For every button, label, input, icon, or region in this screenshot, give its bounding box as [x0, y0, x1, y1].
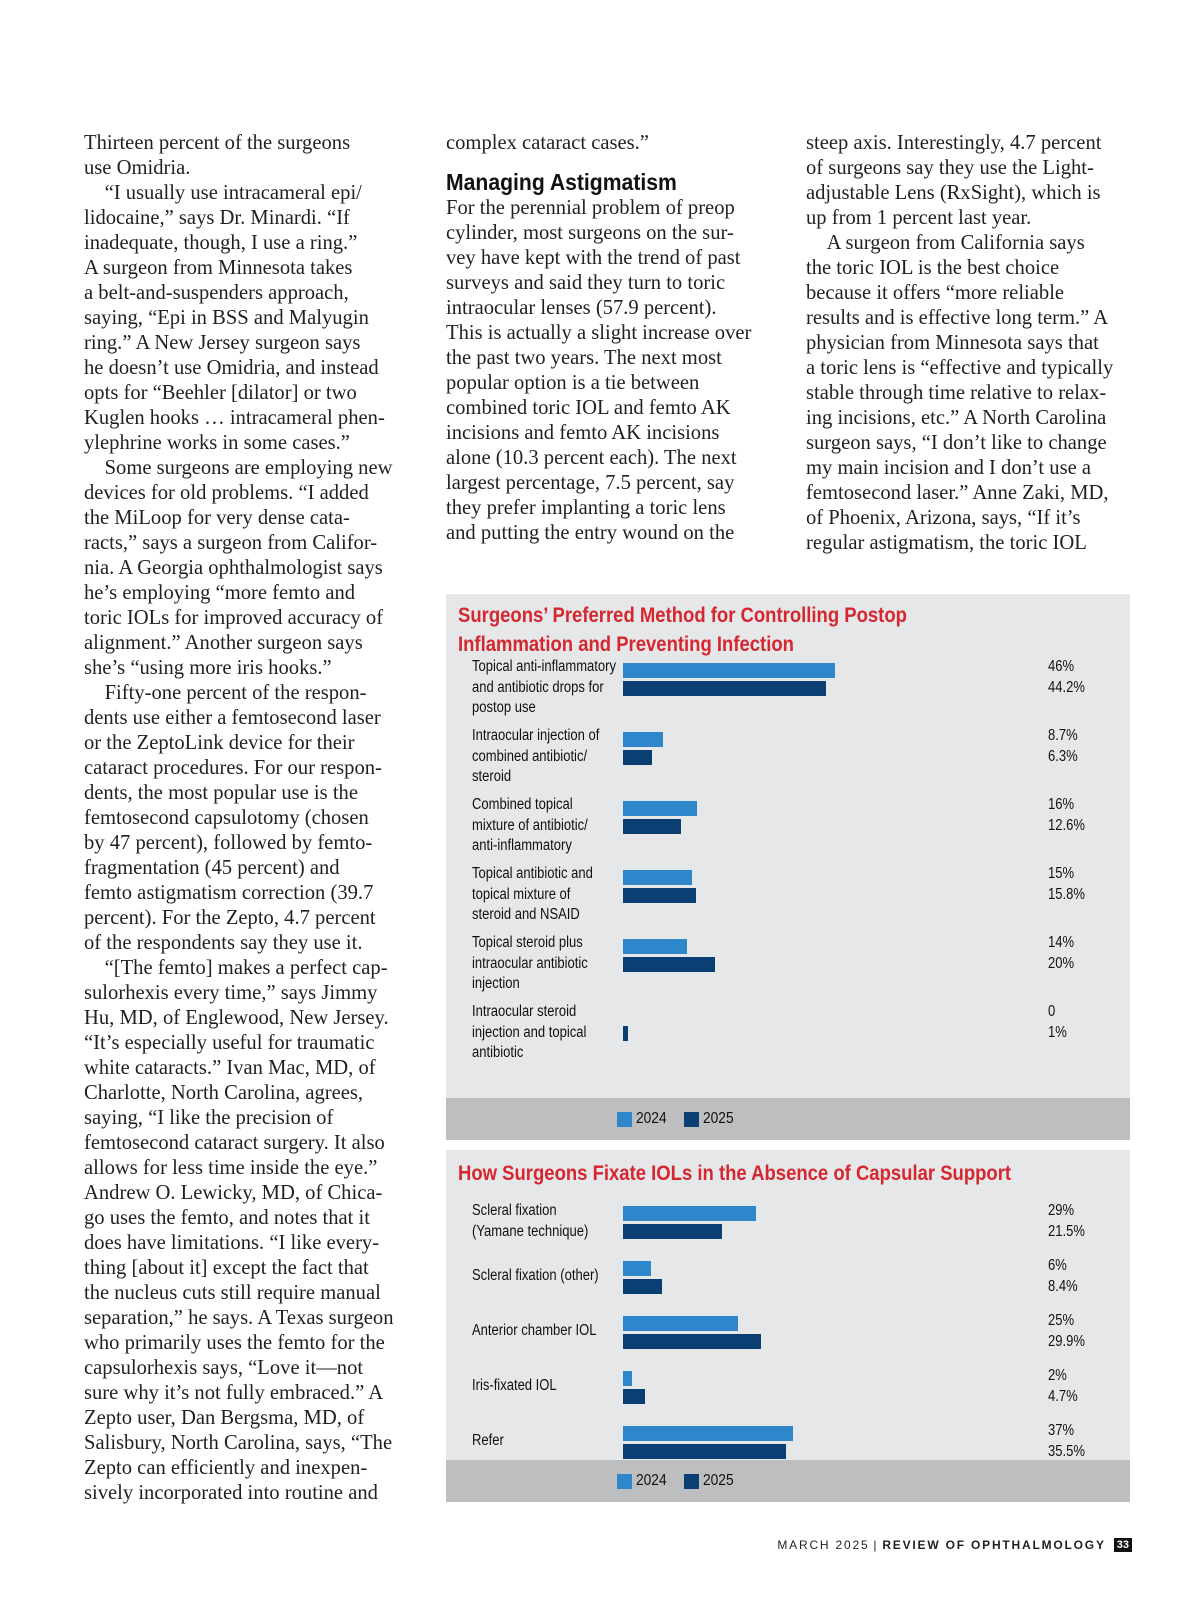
column-2-continuation: complex cataract cases.” [446, 132, 649, 154]
category-label: anti-inflammatory [472, 837, 572, 854]
category-label: mixture of antibiotic/ [472, 816, 588, 834]
value-label-2024: 16% [1048, 796, 1075, 813]
value-label-2024: 8.7% [1048, 727, 1078, 744]
text-line: Charlotte, North Carolina, agrees, [84, 1082, 364, 1104]
chart-postop-inflammation [446, 594, 1130, 1140]
legend-label-2025: 2025 [703, 1472, 734, 1489]
text-line: thing [about it] except the fact that [84, 1257, 369, 1279]
text-line: the toric IOL is the best choice [806, 257, 1060, 279]
value-label-2025: 8.4% [1048, 1277, 1078, 1295]
text-line: the MiLoop for very dense cata- [84, 507, 350, 529]
bar-2025 [623, 1224, 722, 1239]
bar-2024 [623, 1206, 756, 1221]
text-line: by 47 percent), followed by femto- [84, 832, 373, 854]
value-label-2025: 4.7% [1048, 1387, 1078, 1405]
chart-iol-fixation [446, 1150, 1130, 1502]
value-label-2025: 29.9% [1048, 1332, 1085, 1350]
text-line: white cataracts.” Ivan Mac, MD, of [84, 1057, 376, 1079]
category-label: combined antibiotic/ [472, 747, 588, 765]
text-line: who primarily uses the femto for the [84, 1332, 385, 1354]
category-label: Intraocular steroid [472, 1003, 577, 1020]
bar-2025 [623, 1389, 645, 1404]
value-label-2024: 14% [1048, 934, 1075, 951]
text-line: For the perennial problem of preop [446, 197, 735, 219]
text-line: or the ZeptoLink device for their [84, 732, 355, 754]
text-line: does have limitations. “I like every- [84, 1232, 380, 1254]
text-line: surveys and said they turn to toric [446, 272, 726, 294]
category-label: steroid [472, 768, 512, 785]
text-line: alignment.” Another surgeon says [84, 632, 363, 654]
legend-swatch-2025 [684, 1112, 699, 1127]
text-line: dents use either a femtosecond laser [84, 707, 381, 729]
footer-magazine-name: REVIEW OF OPHTHALMOLOGY [882, 1538, 1106, 1552]
legend-label-2024: 2024 [636, 1110, 667, 1127]
text-line: inadequate, though, I use a ring.” [84, 232, 358, 254]
legend-swatch-2024 [617, 1112, 632, 1127]
category-label: Refer [472, 1432, 504, 1449]
text-line: Some surgeons are employing new [84, 457, 393, 479]
text-line: A surgeon from Minnesota takes [84, 257, 353, 279]
text-line: racts,” says a surgeon from Califor- [84, 532, 378, 554]
bar-2025 [623, 819, 681, 834]
legend-label-2024: 2024 [636, 1472, 667, 1489]
value-label-2025: 12.6% [1048, 816, 1085, 834]
value-label-2025: 20% [1048, 954, 1075, 972]
category-label: Topical antibiotic and [472, 865, 593, 882]
category-label: Scleral fixation [472, 1202, 557, 1219]
bar-2025 [623, 1026, 628, 1041]
text-line: my main incision and I don’t use a [806, 457, 1092, 479]
chart-legend [446, 1098, 1130, 1140]
text-line: and putting the entry wound on the [446, 522, 735, 544]
text-line: of Phoenix, Arizona, says, “If it’s [806, 507, 1081, 529]
text-line: regular astigmatism, the toric IOL [806, 532, 1087, 554]
bar-2025 [623, 1444, 786, 1459]
value-label-2025: 1% [1048, 1023, 1067, 1041]
section-heading-managing-astigmatism: Managing Astigmatism [446, 169, 677, 195]
text-line: up from 1 percent last year. [806, 207, 1032, 229]
text-line: Kuglen hooks … intracameral phen- [84, 407, 385, 429]
bar-2025 [623, 957, 715, 972]
bar-2024 [623, 939, 687, 954]
category-label: Iris-fixated IOL [472, 1377, 557, 1394]
bar-2025 [623, 681, 826, 696]
text-line: alone (10.3 percent each). The next [446, 447, 737, 469]
text-line: Salisbury, North Carolina, says, “The [84, 1432, 393, 1454]
category-label: Anterior chamber IOL [472, 1322, 597, 1339]
text-line: dents, the most popular use is the [84, 782, 358, 804]
bar-2024 [623, 663, 835, 678]
text-line: “I usually use intracameral epi/ [84, 182, 362, 204]
footer-date: MARCH 2025 [777, 1538, 870, 1552]
text-line: he doesn’t use Omidria, and instead [84, 357, 379, 379]
text-line: steep axis. Interestingly, 4.7 percent [806, 132, 1102, 154]
value-label-2024: 0 [1048, 1003, 1056, 1020]
text-line: Fifty-one percent of the respon- [84, 682, 367, 704]
text-line: of the respondents say they use it. [84, 932, 363, 954]
text-line: lidocaine,” says Dr. Minardi. “If [84, 207, 350, 229]
text-line: they prefer implanting a toric lens [446, 497, 726, 519]
bar-2024 [623, 1261, 651, 1276]
text-line: go uses the femto, and notes that it [84, 1207, 370, 1229]
category-label: postop use [472, 699, 536, 716]
text-line: he’s employing “more femto and [84, 582, 356, 604]
text-line: a belt-and-suspenders approach, [84, 282, 349, 304]
text-line: Andrew O. Lewicky, MD, of Chica- [84, 1182, 383, 1204]
text-line: cylinder, most surgeons on the sur- [446, 222, 734, 244]
text-line: the nucleus cuts still require manual [84, 1282, 381, 1304]
category-label: injection and topical [472, 1023, 587, 1041]
text-line: “[The femto] makes a perfect cap- [84, 957, 388, 979]
text-line: ring.” A New Jersey surgeon says [84, 332, 361, 354]
text-line: “It’s especially useful for traumatic [84, 1032, 375, 1054]
value-label-2024: 6% [1048, 1257, 1067, 1274]
value-label-2024: 37% [1048, 1422, 1075, 1439]
text-line: sulorhexis every time,” says Jimmy [84, 982, 378, 1004]
bar-2024 [623, 801, 697, 816]
text-line: saying, “Epi in BSS and Malyugin [84, 307, 369, 329]
text-line: cataract procedures. For our respon- [84, 757, 382, 779]
page-footer [777, 1538, 1132, 1552]
chart-title-line: Inflammation and Preventing Infection [458, 632, 794, 656]
text-line: opts for “Beehler [dilator] or two [84, 382, 357, 404]
footer-separator: | [873, 1538, 879, 1552]
text-line: femtosecond cataract surgery. It also [84, 1132, 385, 1154]
text-line: a toric lens is “effective and typically [806, 357, 1114, 379]
text-line: This is actually a slight increase over [446, 322, 752, 344]
category-label: Combined topical [472, 796, 573, 813]
category-label: Intraocular injection of [472, 727, 600, 744]
value-label-2025: 44.2% [1048, 678, 1085, 696]
text-line: surgeon says, “I don’t like to change [806, 432, 1107, 454]
text-line: separation,” he says. A Texas surgeon [84, 1307, 394, 1329]
value-label-2025: 21.5% [1048, 1222, 1085, 1240]
category-label: injection [472, 975, 520, 992]
text-line: capsulorhexis says, “Love it—not [84, 1357, 364, 1379]
bar-2025 [623, 1334, 761, 1349]
text-line: because it offers “more reliable [806, 282, 1065, 304]
chart-title-line: How Surgeons Fixate IOLs in the Absence of Capsular Support [458, 1161, 1012, 1185]
text-line: femto astigmatism correction (39.7 [84, 882, 374, 904]
chart-title-line: Surgeons’ Preferred Method for Controlling Postop [458, 603, 907, 627]
text-line: largest percentage, 7.5 percent, say [446, 472, 735, 494]
article-column-3 [806, 131, 1136, 556]
value-label-2024: 25% [1048, 1312, 1075, 1329]
value-label-2025: 6.3% [1048, 747, 1078, 765]
text-line: sure why it’s not fully embraced.” A [84, 1382, 384, 1404]
article-column-2 [446, 131, 776, 546]
bar-2024 [623, 1371, 632, 1386]
bar-2024 [623, 1426, 793, 1441]
text-line: intraocular lenses (57.9 percent). [446, 297, 717, 319]
text-line: Thirteen percent of the surgeons [84, 132, 351, 154]
text-line: physician from Minnesota says that [806, 332, 1099, 354]
category-label: and antibiotic drops for [472, 678, 604, 696]
category-label: steroid and NSAID [472, 906, 580, 923]
text-line: sively incorporated into routine and [84, 1482, 378, 1504]
bar-2024 [623, 870, 692, 885]
text-line: combined toric IOL and femto AK [446, 397, 731, 419]
text-line: percent). For the Zepto, 4.7 percent [84, 907, 376, 929]
text-line: nia. A Georgia ophthalmologist says [84, 557, 383, 579]
text-line: adjustable Lens (RxSight), which is [806, 182, 1101, 204]
bar-2025 [623, 1279, 662, 1294]
text-line: devices for old problems. “I added [84, 482, 369, 504]
category-label: Topical anti-inflammatory [472, 658, 617, 675]
legend-label-2025: 2025 [703, 1110, 734, 1127]
category-label: (Yamane technique) [472, 1222, 589, 1240]
value-label-2024: 46% [1048, 658, 1075, 675]
legend-swatch-2025 [684, 1474, 699, 1489]
value-label-2025: 15.8% [1048, 885, 1085, 903]
value-label-2024: 2% [1048, 1367, 1067, 1384]
text-line: popular option is a tie between [446, 372, 700, 394]
category-label: topical mixture of [472, 885, 571, 903]
bar-2024 [623, 1316, 738, 1331]
page-number: 33 [1114, 1538, 1132, 1552]
bar-2025 [623, 888, 696, 903]
value-label-2024: 15% [1048, 865, 1075, 882]
text-line: femtosecond capsulotomy (chosen [84, 807, 369, 829]
text-line: the past two years. The next most [446, 347, 722, 369]
text-line: she’s “using more iris hooks.” [84, 657, 332, 679]
bar-2025 [623, 750, 652, 765]
column-2-body [446, 196, 776, 546]
text-line: vey have kept with the trend of past [446, 247, 741, 269]
category-label: Topical steroid plus [472, 934, 583, 951]
article-column-1 [84, 131, 414, 1506]
text-line: results and is effective long term.” A [806, 307, 1109, 329]
text-line: Zepto can efficiently and inexpen- [84, 1457, 368, 1479]
text-line: saying, “I like the precision of [84, 1107, 334, 1129]
text-line: ylephrine works in some cases.” [84, 432, 350, 454]
text-line: stable through time relative to relax- [806, 382, 1107, 404]
text-line: toric IOLs for improved accuracy of [84, 607, 384, 629]
category-label: Scleral fixation (other) [472, 1267, 599, 1284]
text-line: femtosecond laser.” Anne Zaki, MD, [806, 482, 1109, 504]
value-label-2025: 35.5% [1048, 1442, 1085, 1460]
text-line: incisions and femto AK incisions [446, 422, 720, 444]
bar-2024 [623, 732, 663, 747]
text-line: fragmentation (45 percent) and [84, 857, 340, 879]
text-line: Zepto user, Dan Bergsma, MD, of [84, 1407, 365, 1429]
text-line: of surgeons say they use the Light- [806, 157, 1094, 179]
text-line: ing incisions, etc.” A North Carolina [806, 407, 1107, 429]
text-line: Hu, MD, of Englewood, New Jersey. [84, 1007, 389, 1029]
category-label: antibiotic [472, 1044, 524, 1061]
text-line: A surgeon from California says [806, 232, 1085, 254]
chart-legend [446, 1460, 1130, 1502]
value-label-2024: 29% [1048, 1202, 1075, 1219]
text-line: use Omidria. [84, 157, 191, 179]
text-line: allows for less time inside the eye.” [84, 1157, 378, 1179]
legend-swatch-2024 [617, 1474, 632, 1489]
category-label: intraocular antibiotic [472, 954, 588, 972]
